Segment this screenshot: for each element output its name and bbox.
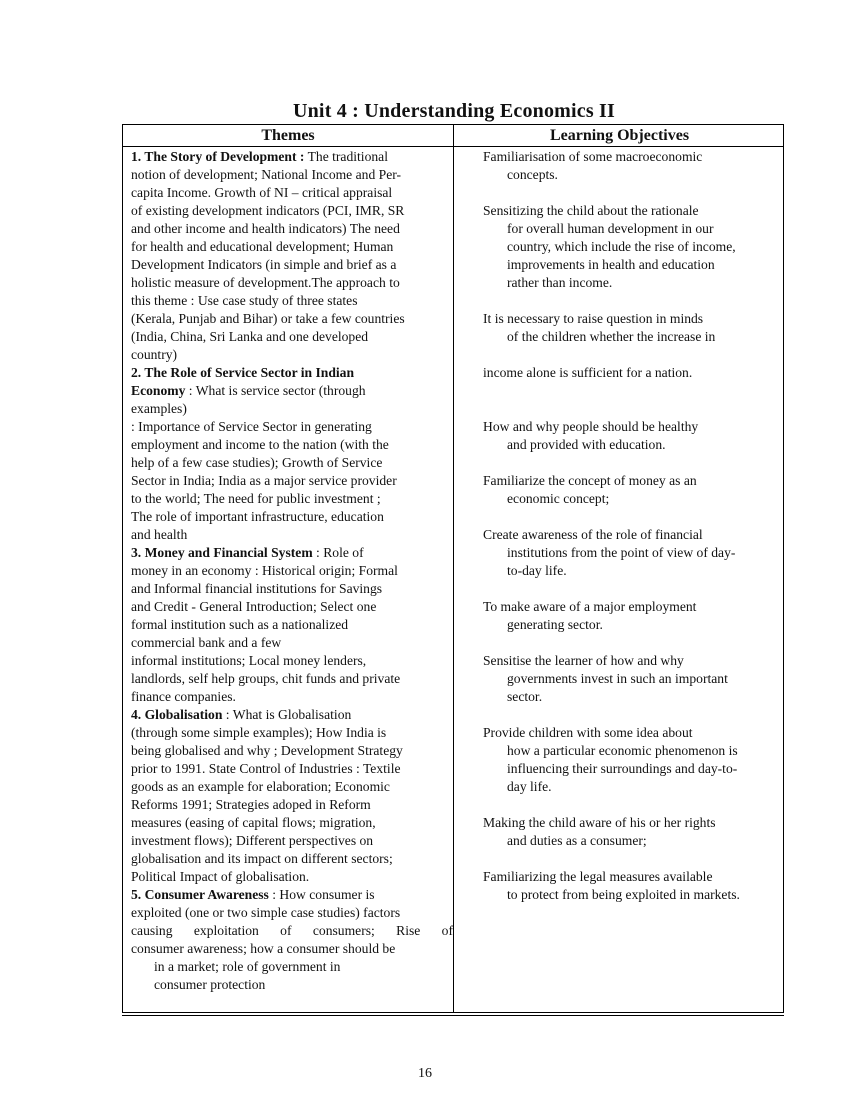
theme-line — [131, 454, 382, 472]
theme-text: and health — [131, 527, 188, 542]
theme-line — [131, 256, 396, 274]
objective-line: and duties as a consumer; — [507, 833, 647, 848]
theme-line — [131, 868, 309, 886]
theme-text: this theme : Use case study of three states — [131, 293, 358, 308]
theme-text: formal institution such as a nationalized — [131, 617, 349, 632]
theme-line — [131, 706, 351, 724]
theme-text: : What is service sector (through — [185, 383, 366, 398]
page-title: Unit 4 : Understanding Economics II — [292, 100, 616, 122]
theme-line — [131, 346, 177, 364]
objective-line: income alone is sufficient for a nation. — [483, 365, 693, 380]
objective-line: to protect from being exploited in markets. — [507, 887, 740, 902]
theme-line — [131, 562, 398, 580]
theme-line — [131, 814, 376, 832]
theme-text: The traditional — [304, 149, 388, 164]
theme-heading: 5. Consumer Awareness — [131, 887, 269, 902]
theme-text: Reforms 1991; Strategies adoped in Reform — [131, 797, 371, 812]
themes-header: Themes — [261, 127, 315, 144]
theme-text: Development Indicators (in simple and brief as a — [131, 257, 397, 272]
theme-text: exploited (one or two simple case studies) factors — [131, 905, 401, 920]
objective-line: improvements in health and education — [507, 257, 715, 272]
objective-line: and provided with education. — [507, 437, 666, 452]
theme-text: and Informal financial institutions for Savings — [131, 581, 383, 596]
page-number: 16 — [418, 1066, 432, 1081]
theme-line — [131, 310, 405, 328]
objective-line: Sensitise the learner of how and why — [483, 653, 684, 668]
theme-line — [131, 292, 358, 310]
theme-heading: 3. Money and Financial System — [131, 545, 313, 560]
objective-line: governments invest in such an important — [507, 671, 728, 686]
theme-text: holistic measure of development.The approach to — [131, 275, 400, 290]
theme-line — [131, 940, 395, 958]
theme-text: and Credit - General Introduction; Select one — [131, 599, 377, 614]
theme-text: goods as an example for elaboration; Economic — [131, 779, 390, 794]
objective-line: Familiarizing the legal measures available — [483, 869, 713, 884]
theme-text: being globalised and why ; Development Strategy — [131, 743, 403, 758]
theme-line — [131, 796, 371, 814]
objective-line: Familiarisation of some macroeconomic — [483, 149, 703, 164]
theme-text: prior to 1991. State Control of Industries : Textile — [131, 761, 401, 776]
theme-line — [131, 922, 453, 940]
theme-line — [131, 598, 376, 616]
theme-text: investment flows); Different perspectives on — [131, 833, 374, 848]
objective-line: Create awareness of the role of financial — [483, 527, 703, 542]
theme-line — [131, 436, 389, 454]
theme-line — [131, 490, 381, 508]
theme-text: help of a few case studies); Growth of Service — [131, 455, 383, 470]
theme-text: money in an economy : Historical origin; Formal — [131, 563, 398, 578]
objective-line: sector. — [507, 689, 543, 704]
theme-line — [131, 778, 390, 796]
theme-line — [131, 382, 366, 400]
theme-line — [131, 886, 375, 904]
theme-line — [131, 148, 388, 166]
theme-line — [131, 670, 400, 688]
theme-line — [131, 850, 393, 868]
objective-line: for overall human development in our — [507, 221, 714, 236]
theme-text: to the world; The need for public investment ; — [131, 491, 381, 506]
theme-line — [131, 418, 372, 436]
theme-text: and other income and health indicators) The need — [131, 221, 400, 236]
theme-line — [131, 526, 187, 544]
theme-text: landlords, self help groups, chit funds and private — [131, 671, 401, 686]
theme-heading: 1. The Story of Development : — [131, 149, 305, 164]
theme-line — [131, 202, 404, 220]
theme-text: (India, China, Sri Lanka and one developed — [131, 329, 369, 344]
theme-line — [131, 634, 281, 652]
theme-text: : Importance of Service Sector in generating — [131, 419, 372, 434]
theme-line — [154, 976, 265, 994]
theme-text: : What is Globalisation — [222, 707, 352, 722]
objective-line: It is necessary to raise question in minds — [483, 311, 704, 326]
theme-line — [131, 400, 187, 418]
theme-line — [131, 832, 373, 850]
theme-heading: Economy — [131, 383, 186, 398]
objective-line: concepts. — [507, 167, 558, 182]
theme-heading: 2. The Role of Service Sector in Indian — [131, 365, 355, 380]
theme-text: The role of important infrastructure, education — [131, 509, 384, 524]
theme-text: commercial bank and a few — [131, 635, 282, 650]
theme-line — [131, 760, 401, 778]
theme-line — [131, 742, 403, 760]
theme-line — [131, 688, 236, 706]
theme-text: (Kerala, Punjab and Bihar) or take a few countries — [131, 311, 405, 326]
theme-line — [131, 508, 384, 526]
theme-line — [131, 724, 386, 742]
objective-line: Sensitizing the child about the rationale — [483, 203, 699, 218]
theme-line — [131, 364, 354, 382]
theme-line — [131, 904, 400, 922]
objective-line: rather than income. — [507, 275, 613, 290]
column-divider — [453, 125, 454, 1012]
objective-line: economic concept; — [507, 491, 610, 506]
bottom-rule — [122, 1015, 784, 1016]
theme-text: informal institutions; Local money lenders, — [131, 653, 367, 668]
theme-text: finance companies. — [131, 689, 236, 704]
objective-line: day life. — [507, 779, 552, 794]
theme-text: : Role of — [312, 545, 364, 560]
theme-line — [131, 274, 400, 292]
theme-text: : How consumer is — [268, 887, 375, 902]
objectives-header: Learning Objectives — [549, 127, 690, 144]
objective-line: how a particular economic phenomenon is — [507, 743, 738, 758]
theme-line — [131, 328, 368, 346]
theme-text: for health and educational development; Human — [131, 239, 394, 254]
objective-line: Provide children with some idea about — [483, 725, 693, 740]
objective-line: of the children whether the increase in — [507, 329, 716, 344]
objective-line: influencing their surroundings and day-to- — [507, 761, 738, 776]
theme-text: Sector in India; India as a major service provider — [131, 473, 397, 488]
theme-line — [131, 166, 401, 184]
theme-text: globalisation and its impact on different sectors; — [131, 851, 393, 866]
objective-line: Familiarize the concept of money as an — [483, 473, 697, 488]
theme-text: of existing development indicators (PCI, IMR, SR — [131, 203, 405, 218]
theme-heading: 4. Globalisation — [131, 707, 223, 722]
theme-line — [131, 616, 348, 634]
theme-line — [154, 958, 340, 976]
objective-line: to-day life. — [507, 563, 567, 578]
theme-line — [131, 652, 366, 670]
theme-line — [131, 238, 393, 256]
objective-line: country, which include the rise of income, — [507, 239, 736, 254]
objective-line: To make aware of a major employment — [483, 599, 697, 614]
theme-text: notion of development; National Income and Per- — [131, 167, 402, 182]
theme-line — [131, 544, 364, 562]
syllabus-table — [122, 124, 784, 1013]
theme-line — [131, 472, 397, 490]
theme-line — [131, 184, 392, 202]
theme-text: capita Income. Growth of NI – critical appraisal — [131, 185, 393, 200]
objective-line: institutions from the point of view of day- — [507, 545, 736, 560]
objective-line: Making the child aware of his or her rights — [483, 815, 716, 830]
theme-text: measures (easing of capital flows; migration, — [131, 815, 376, 830]
theme-text: causing exploitation of consumers; Rise of — [131, 923, 453, 938]
objective-line: How and why people should be healthy — [483, 419, 699, 434]
theme-text: examples) — [131, 401, 187, 416]
theme-line — [131, 580, 382, 598]
objective-line: generating sector. — [507, 617, 603, 632]
theme-text: Political Impact of globalisation. — [131, 869, 310, 884]
theme-text: employment and income to the nation (with the — [131, 437, 389, 452]
theme-text: (through some simple examples); How India is — [131, 725, 387, 740]
theme-text: consumer protection — [154, 977, 266, 992]
theme-text: in a market; role of government in — [154, 959, 341, 974]
theme-text: country) — [131, 347, 178, 362]
theme-line — [131, 220, 400, 238]
theme-text: consumer awareness; how a consumer should be — [131, 941, 396, 956]
